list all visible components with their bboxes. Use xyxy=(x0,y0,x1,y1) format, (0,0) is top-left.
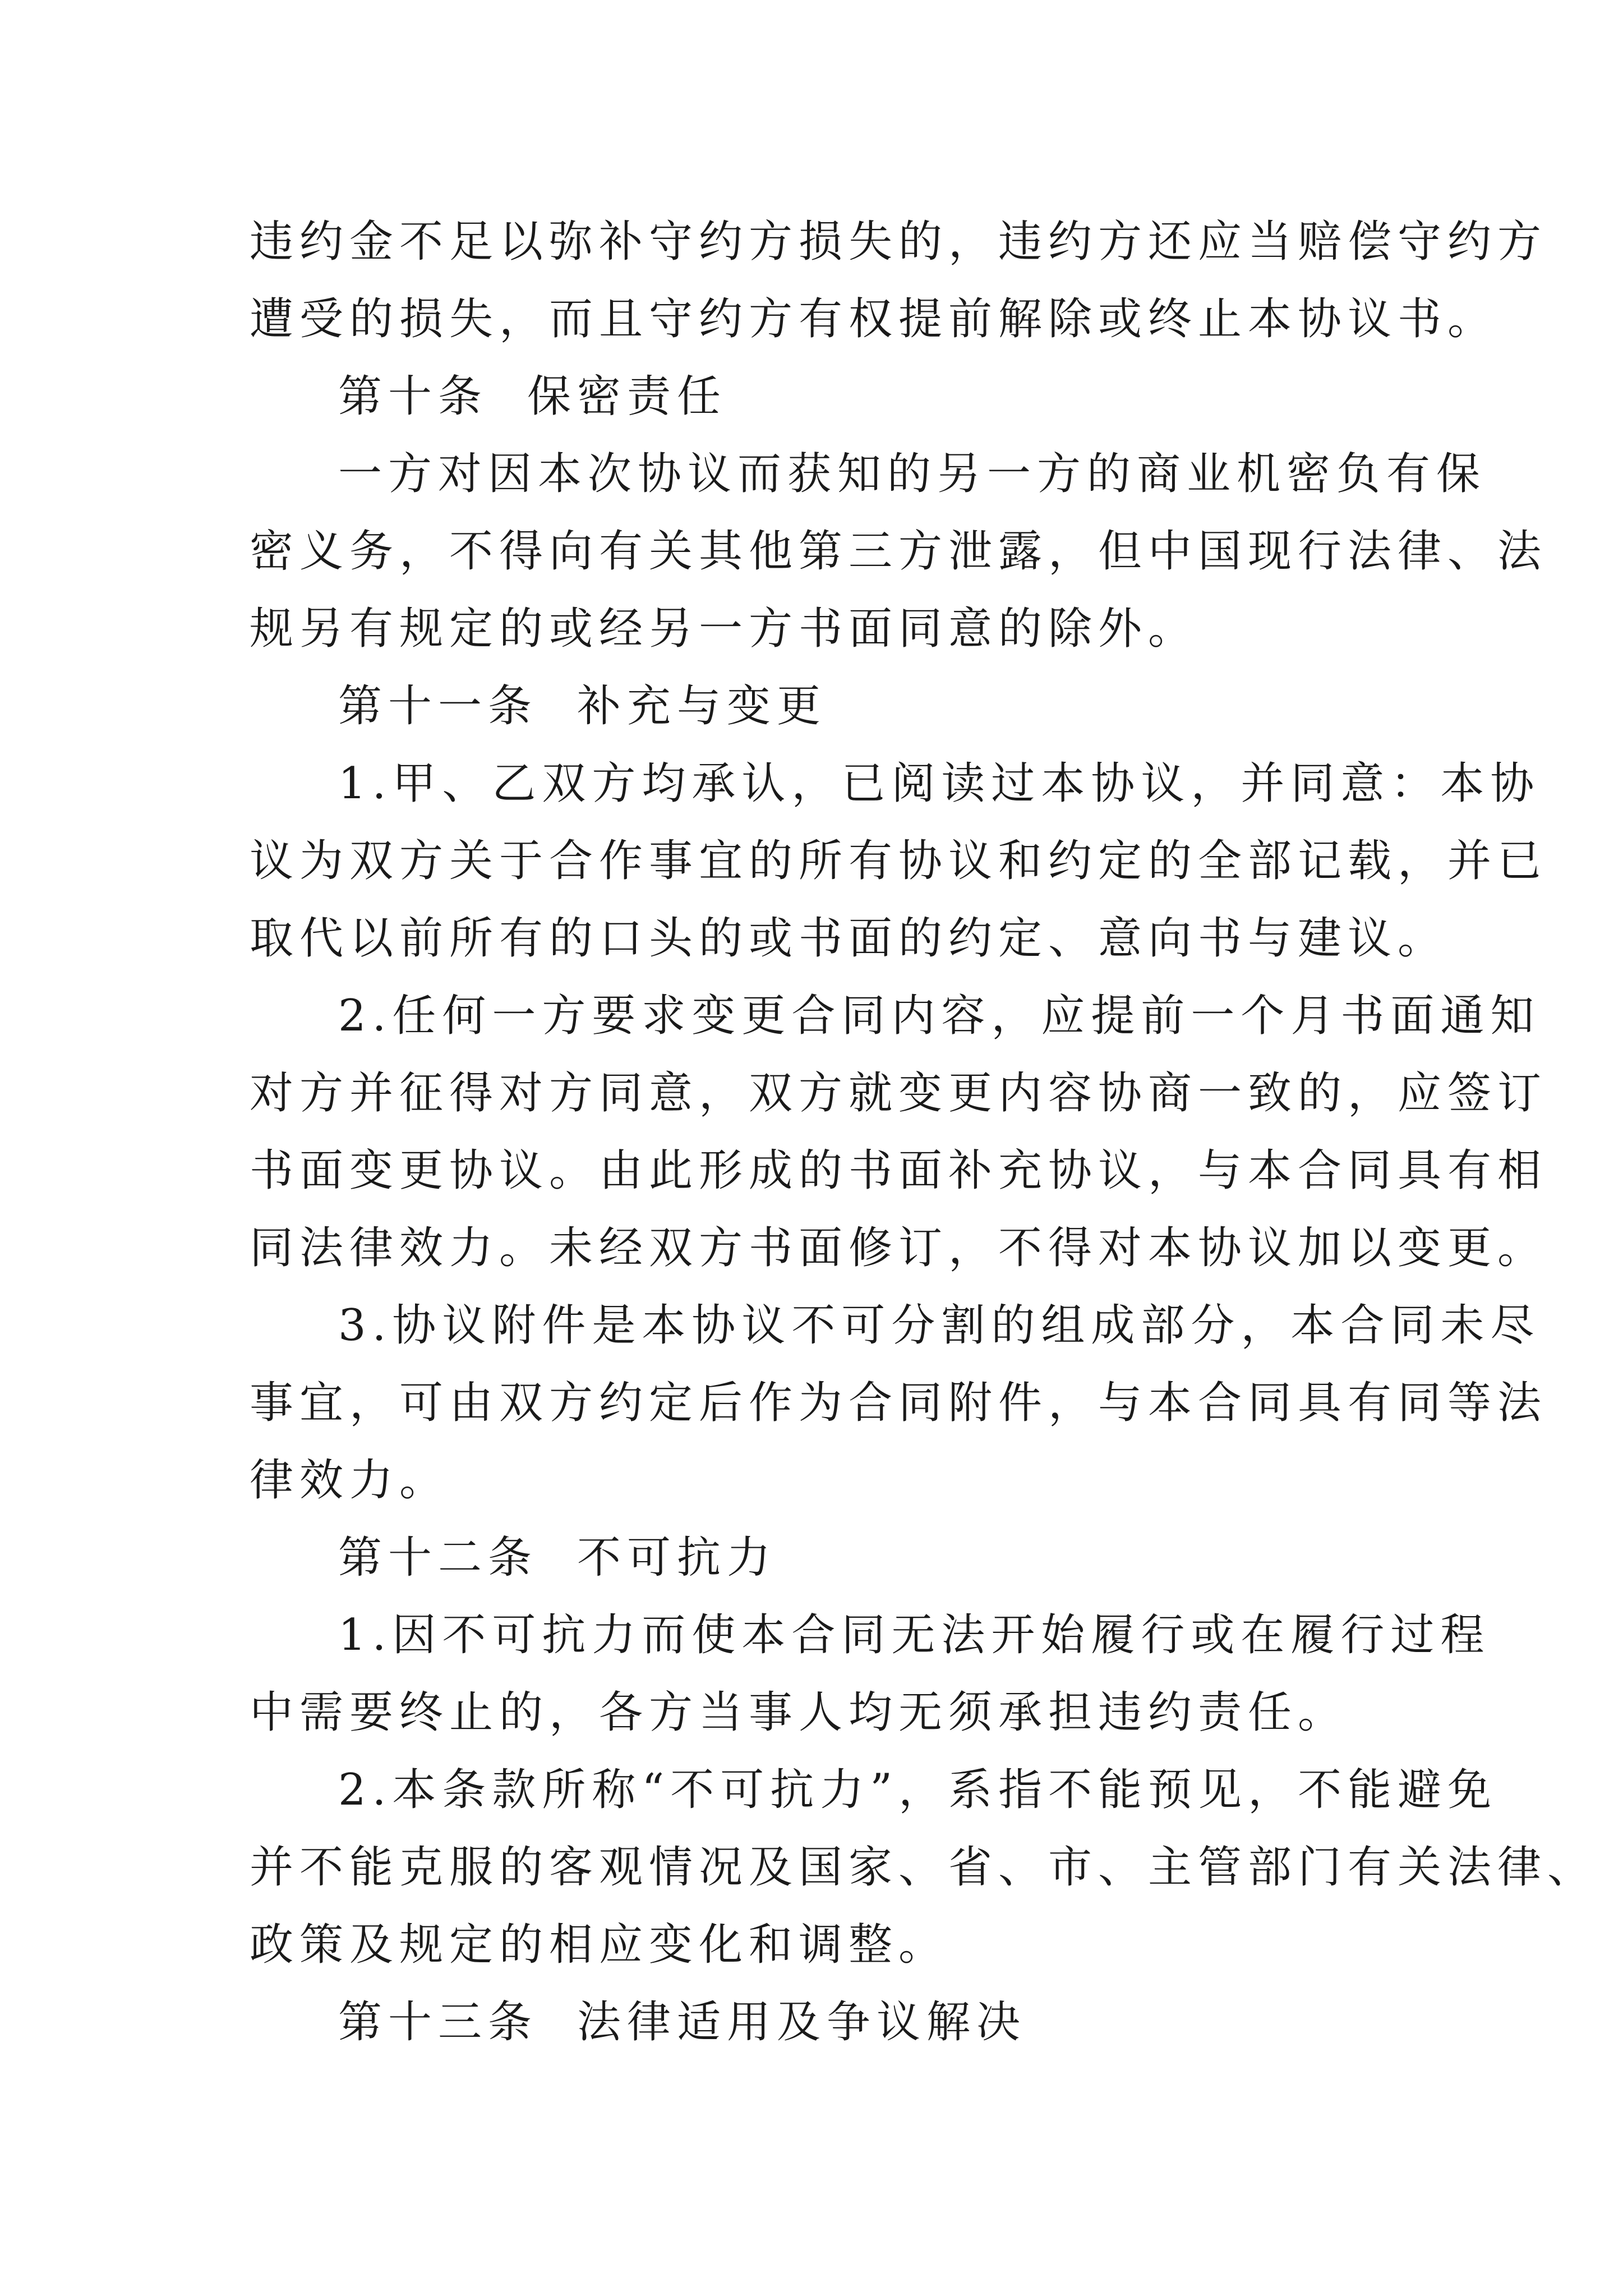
body-line: 取代以前所有的口头的或书面的约定、意向书与建议。 xyxy=(250,913,1448,964)
article-title: 保密责任 xyxy=(527,371,727,422)
body-line: 事宜，可由双方约定后作为合同附件，与本合同具有同等法 xyxy=(250,1378,1548,1428)
article-title: 不可抗力 xyxy=(577,1533,777,1583)
body-line: 中需要终止的，各方当事人均无须承担违约责任。 xyxy=(250,1687,1348,1738)
body-line: 一方对因本次协议而获知的另一方的商业机密负有保 xyxy=(338,449,1487,499)
body-line: 1.因不可抗力而使本合同无法开始履行或在履行过程 xyxy=(338,1610,1491,1660)
body-line: 议为双方关于合作事宜的所有协议和约定的全部记载，并已 xyxy=(250,836,1548,886)
article-number: 第十条 xyxy=(338,371,488,422)
body-line: 2.任何一方要求变更合同内容，应提前一个月书面通知 xyxy=(338,991,1541,1041)
body-line: 违约金不足以弥补守约方损失的，违约方还应当赔偿守约方 xyxy=(250,217,1548,267)
article-heading xyxy=(250,668,1405,745)
body-line: 规另有规定的或经另一方书面同意的除外。 xyxy=(250,604,1198,654)
body-line: 对方并征得对方同意，双方就变更内容协商一致的，应签订 xyxy=(250,1068,1548,1119)
body-line: 密义务，不得向有关其他第三方泄露，但中国现行法律、法 xyxy=(250,526,1548,577)
body-line: 遭受的损失，而且守约方有权提前解除或终止本协议书。 xyxy=(250,294,1498,344)
document-body xyxy=(250,203,1598,2061)
article-number: 第十三条 xyxy=(338,1997,538,2047)
article-title: 补充与变更 xyxy=(577,681,827,731)
body-line: 2.本条款所称“不可抗力”，系指不能预见，不能避免 xyxy=(338,1765,1498,1815)
article-heading xyxy=(250,1984,1405,2061)
body-line: 律效力。 xyxy=(250,1455,450,1506)
article-heading xyxy=(250,358,1405,435)
body-line: 3.协议附件是本协议不可分割的组成部分，本合同未尽 xyxy=(338,1300,1541,1351)
body-line: 书面变更协议。由此形成的书面补充协议，与本合同具有相 xyxy=(250,1145,1548,1196)
body-line: 同法律效力。未经双方书面修订，不得对本协议加以变更。 xyxy=(250,1223,1548,1273)
article-heading xyxy=(250,1519,1405,1596)
body-line: 1.甲、乙双方均承认，已阅读过本协议，并同意：本协 xyxy=(338,758,1541,809)
body-line: 并不能克服的客观情况及国家、省、市、主管部门有关法律、 xyxy=(250,1842,1598,1893)
article-number: 第十一条 xyxy=(338,681,538,731)
article-title: 法律适用及争议解决 xyxy=(577,1997,1027,2047)
article-number: 第十二条 xyxy=(338,1533,538,1583)
body-line: 政策及规定的相应变化和调整。 xyxy=(250,1920,949,1970)
